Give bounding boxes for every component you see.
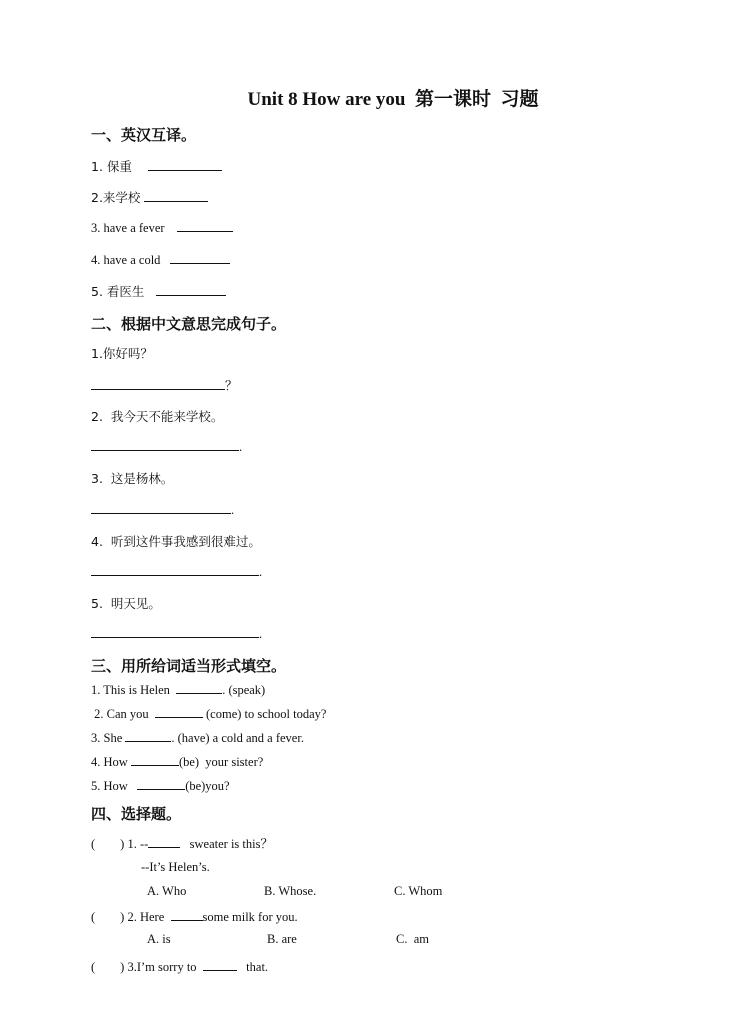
q1-line (91, 834, 273, 852)
q1-option-c[interactable]: C. Whom (394, 884, 443, 898)
answer-blank[interactable] (176, 681, 222, 694)
s1-item-3 (91, 219, 233, 236)
answer-blank[interactable] (131, 753, 179, 766)
answer-blank[interactable] (137, 777, 185, 790)
section-3-heading: 三、用所给词适当形式填空。 (91, 657, 287, 675)
answer-blank[interactable] (156, 283, 226, 296)
q1-answer-line: --It’s Helen’s. (141, 860, 210, 874)
q1-post: sweater is this？ (189, 837, 273, 851)
q1-paren[interactable]: ( ) (91, 837, 125, 851)
s3-item-5-pre: 5. How (91, 779, 128, 793)
answer-blank[interactable] (148, 158, 222, 171)
s2-answer-1 (91, 376, 238, 394)
s3-item-3-pre: 3. She (91, 731, 123, 745)
s2-prompt-3: 3. 这是杨林。 (91, 471, 174, 486)
s2-prompt-1: 1.你好吗？ (91, 346, 153, 361)
section-4-heading: 四、选择题。 (91, 805, 182, 823)
s2-prompt-4: 4. 听到这件事我感到很难过。 (91, 534, 261, 549)
q2-option-a[interactable]: A. is (147, 932, 171, 946)
s1-item-1-text: 1. 保重 (91, 159, 132, 174)
s1-item-2-text: 2.来学校 (91, 190, 141, 205)
q2-line (91, 908, 298, 925)
s2-answer-2 (91, 438, 242, 455)
s1-item-5-text: 5. 看医生 (91, 284, 145, 299)
s3-item-3 (91, 729, 304, 746)
s1-item-5 (91, 282, 226, 300)
answer-line[interactable] (91, 625, 259, 638)
s2-answer-2-end: . (239, 440, 243, 454)
s3-item-1-post: . (speak) (222, 683, 266, 697)
answer-line[interactable] (91, 501, 231, 514)
section-2-heading: 二、根据中文意思完成句子。 (91, 315, 287, 333)
s2-prompt-2: 2. 我今天不能来学校。 (91, 409, 224, 424)
answer-blank[interactable] (203, 958, 237, 971)
s2-prompt-5: 5. 明天见。 (91, 596, 161, 611)
s2-answer-5 (91, 625, 262, 642)
s3-item-2-post: (come) to school today? (206, 707, 327, 721)
q3-pre: 3.I’m sorry to (127, 960, 197, 974)
q2-option-b[interactable]: B. are (267, 932, 297, 946)
q2-pre: 2. Here (127, 910, 165, 924)
s3-item-4 (91, 753, 263, 770)
s3-item-2-pre: 2. Can you (91, 707, 149, 721)
q1-pre: 1. -- (127, 837, 149, 851)
answer-blank[interactable] (177, 219, 233, 232)
s1-item-3-text: 3. have a fever (91, 221, 165, 235)
s3-item-5-post: (be)you? (185, 779, 230, 793)
answer-blank[interactable] (125, 729, 171, 742)
q2-option-c[interactable]: C. am (396, 932, 429, 946)
q1-option-a[interactable]: A. Who (147, 884, 187, 898)
q2-paren[interactable]: ( ) (91, 910, 125, 924)
section-1-heading: 一、英汉互译。 (91, 126, 197, 144)
page-title: Unit 8 How are you 第一课时 习题 (247, 89, 539, 110)
q2-post: some milk for you. (202, 910, 298, 924)
s1-item-1 (91, 157, 222, 175)
q3-post: that. (246, 960, 269, 974)
s2-answer-3-end: . (231, 503, 235, 517)
answer-blank[interactable] (170, 251, 230, 264)
q1-option-b[interactable]: B. Whose. (264, 884, 317, 898)
s3-item-4-post: (be) your sister? (178, 755, 264, 769)
answer-blank[interactable] (171, 908, 203, 921)
s2-answer-3 (91, 501, 234, 518)
s1-item-4 (91, 251, 230, 268)
s3-item-3-post: . (have) a cold and a fever. (171, 731, 304, 745)
s1-item-4-text: 4. have a cold (91, 253, 161, 267)
answer-line[interactable] (91, 563, 259, 576)
s2-answer-5-end: . (259, 627, 263, 641)
answer-blank[interactable] (148, 835, 180, 848)
q3-line (91, 958, 268, 975)
answer-line[interactable] (91, 438, 239, 451)
s3-item-2 (91, 705, 326, 722)
s2-answer-4-end: . (259, 565, 263, 579)
s2-answer-4 (91, 563, 262, 580)
s3-item-1 (91, 681, 265, 698)
answer-blank[interactable] (155, 705, 203, 718)
answer-blank[interactable] (144, 189, 208, 202)
s1-item-2 (91, 188, 208, 206)
s3-item-4-pre: 4. How (91, 755, 128, 769)
answer-line[interactable] (91, 377, 225, 390)
s3-item-5 (91, 777, 230, 794)
s3-item-1-pre: 1. This is Helen (91, 683, 170, 697)
s2-answer-1-end: ？ (225, 378, 238, 393)
q3-paren[interactable]: ( ) (91, 960, 125, 974)
